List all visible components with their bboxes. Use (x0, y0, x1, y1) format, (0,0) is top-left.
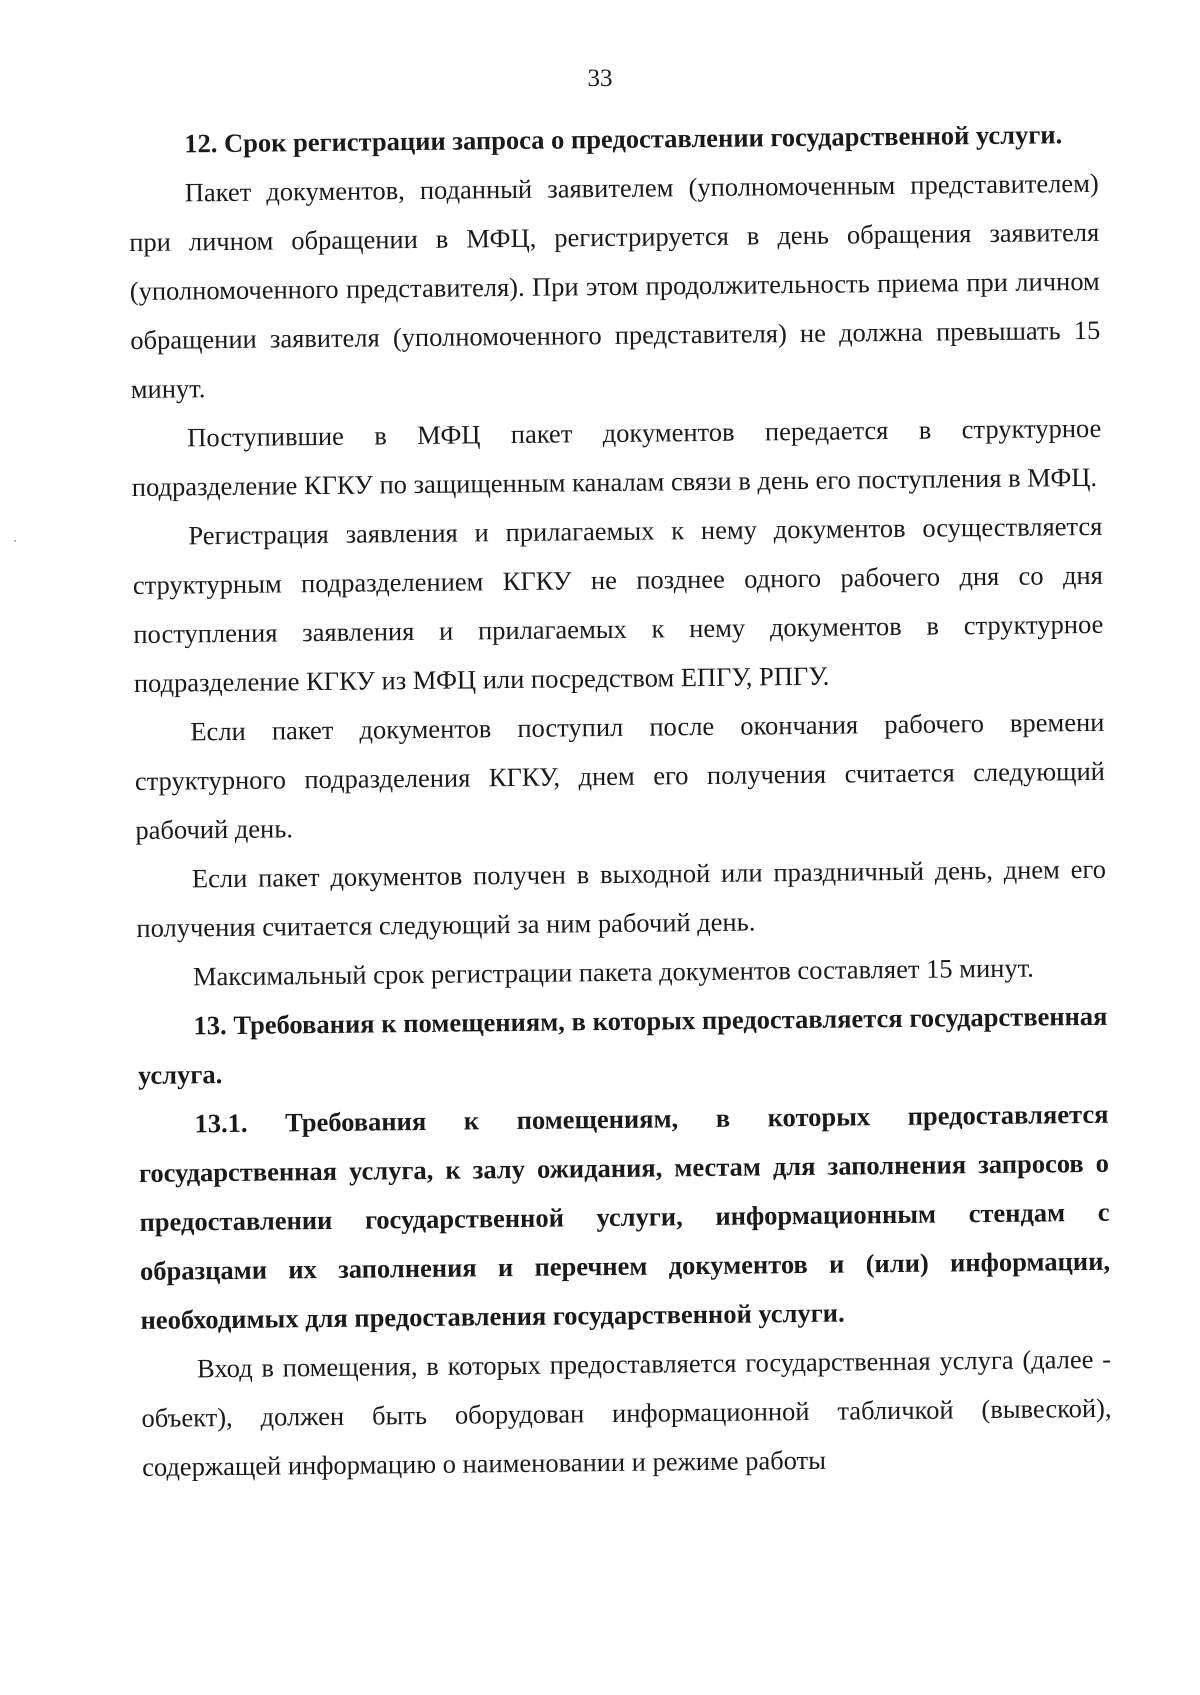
paragraph-transfer-to-kgku: Поступившие в МФЦ пакет документов передается в структурное подразделение КГКУ по защищенным каналам связи в день его поступления в МФЦ. (131, 412, 1102, 502)
paragraph-holiday: Если пакет документов получен в выходной или праздничный день, днем его получения считается следующий за ним рабочий день. (136, 853, 1107, 943)
paragraph-registration-day: Пакет документов, поданный заявителем (уполномоченным представителем) при личном обращении в МФЦ, регистрируется в день обращения заявителя (уполномоченного представителя). При этом продолжительность приема при личном обращении заявителя (уполномоченного представителя) не должна превышать 15 минут. (129, 167, 1101, 404)
section-12-heading: 12. Срок регистрации запроса о предоставлении государственной услуги. (184, 119, 1063, 159)
paragraph-max-time: Максимальный срок регистрации пакета документов составляет 15 минут. (192, 952, 1034, 992)
section-13-1-heading: 13.1. Требования к помещениям, в которых предоставляется государственная услуга, к залу ожидания, местам для заполнения запросов о предоставлении государственной услуги, информационным стендам с образцами их заполнения и перечнем документов и (или) информации, необходимых для предоставления государственной услуги. (138, 1098, 1111, 1335)
paragraph-registration-deadline: Регистрация заявления и прилагаемых к нему документов осуществляется структурным подразделением КГКУ не позднее одного рабочего дня со дня поступления заявления и прилагаемых к нему документов в структурное подразделение КГКУ из МФЦ или посредством ЕПГУ, РПГУ. (132, 510, 1104, 698)
paragraph-entrance-sign: Вход в помещения, в которых предоставляется государственная услуга (далее - объект), должен быть оборудован информационной табличкой (вывеской), содержащей информацию о наименовании и режиме работы (141, 1343, 1112, 1482)
scan-speck (14, 540, 16, 542)
document-body (128, 110, 1112, 1492)
paragraph-after-hours: Если пакет документов поступил после окончания рабочего времени структурного подразделения КГКУ, днем его получения считается следующий рабочий день. (134, 706, 1106, 845)
page-number: 33 (587, 65, 613, 92)
section-13-heading: 13. Требования к помещениям, в которых предоставляется государственная услуга. (137, 1000, 1108, 1090)
